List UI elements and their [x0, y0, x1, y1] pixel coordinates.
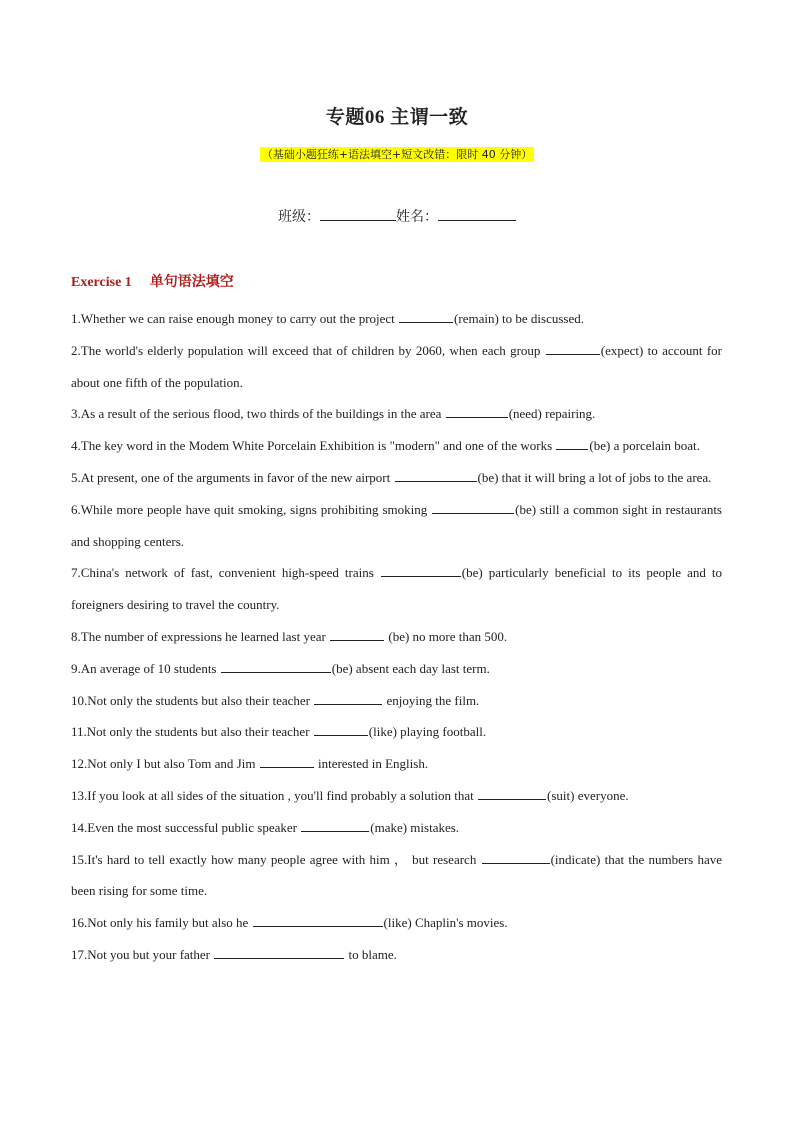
question-text: 16.Not only his family but also he [71, 915, 252, 931]
question-text: (be) still a common sight in restaurants and shopping centers. [71, 501, 722, 549]
question-text: (expect) to account for about one fifth of the population. [71, 342, 723, 390]
answer-blank [482, 851, 550, 864]
answer-blank [214, 946, 344, 959]
question-text: (need) repairing. [508, 406, 596, 422]
exercise-heading [71, 271, 234, 291]
question-text: 9.An average of 10 students [71, 660, 220, 676]
answer-blank [399, 310, 453, 323]
student-info-line [0, 206, 794, 226]
question-item [71, 939, 722, 971]
question-item [71, 748, 722, 780]
question-item [71, 335, 722, 399]
question-item [71, 430, 722, 462]
question-text: (make) mistakes. [370, 819, 460, 835]
question-text: 7.China's network of fast, convenient high-speed trains [71, 565, 380, 581]
question-list [71, 303, 722, 971]
question-item [71, 494, 722, 558]
question-text: 8.The number of expressions he learned last year [71, 628, 330, 644]
question-text: 11.Not only the students but also their teacher [71, 724, 313, 740]
question-text: 13.If you look at all sides of the situation , you'll find probably a solution that [71, 787, 478, 803]
answer-blank [432, 501, 514, 514]
question-text: (be) no more than 500. [385, 628, 508, 644]
answer-blank [314, 723, 368, 736]
question-text: (like) Chaplin's movies. [383, 915, 508, 931]
question-text: (like) playing football. [368, 724, 487, 740]
answer-blank [395, 469, 477, 482]
question-text: (remain) to be discussed. [454, 311, 585, 326]
question-item [71, 716, 722, 748]
question-item [71, 653, 722, 685]
name-blank [438, 206, 516, 221]
answer-blank [330, 628, 384, 641]
question-item [71, 780, 722, 812]
question-text: 5.At present, one of the arguments in favor of the new airport [71, 469, 394, 485]
question-text: (be) absent each day last term. [331, 660, 490, 676]
question-text: 2.The world's elderly population will exceed that of children by 2060, when each group [71, 342, 545, 358]
subtitle-container [0, 145, 794, 163]
question-text: 10.Not only the students but also their teacher [71, 692, 314, 708]
question-item [71, 398, 722, 430]
answer-blank [446, 405, 508, 418]
question-text: 3.As a result of the serious flood, two thirds of the buildings in the area [71, 406, 445, 422]
answer-blank [260, 755, 314, 768]
question-item [71, 812, 722, 844]
answer-blank [478, 787, 546, 800]
question-text: to blame. [345, 946, 397, 962]
question-text: 14.Even the most successful public speaker [71, 819, 301, 835]
question-item [71, 557, 722, 621]
question-item [71, 303, 722, 335]
answer-blank [381, 564, 461, 577]
question-item [71, 462, 722, 494]
question-item [71, 685, 722, 717]
exercise-label: Exercise 1 [71, 275, 132, 290]
question-item [71, 621, 722, 653]
answer-blank [301, 819, 369, 832]
document-title: 专题06 主谓一致 [325, 107, 469, 128]
question-text: 6.While more people have quit smoking, signs prohibiting smoking [71, 501, 432, 517]
answer-blank [253, 914, 383, 927]
question-text: enjoying the film. [383, 692, 480, 708]
question-text: (indicate) that the numbers have been rising for some time. [71, 851, 722, 899]
class-blank [320, 206, 396, 221]
question-text: 15.It's hard to tell exactly how many people agree with him ， but research [71, 851, 481, 867]
answer-blank [556, 437, 588, 450]
answer-blank [546, 342, 600, 355]
question-text: 1.Whether we can raise enough money to carry out the project [71, 311, 399, 326]
document-subtitle: （基础小题狂练+语法填空+短文改错：限时 40 分钟） [261, 148, 533, 161]
question-text: 12.Not only I but also Tom and Jim [71, 756, 259, 772]
exercise-title: 单句语法填空 [149, 274, 234, 290]
question-text: interested in English. [314, 756, 429, 772]
question-text: (suit) everyone. [547, 787, 629, 803]
question-item [71, 907, 722, 939]
question-text: (be) particularly beneficial to its people and to foreigners desiring to travel the country. [71, 565, 722, 613]
answer-blank [221, 660, 331, 673]
question-text: 4.The key word in the Modem White Porcelain Exhibition is "modern" and one of the works [71, 438, 556, 454]
answer-blank [314, 692, 382, 705]
question-item [71, 844, 722, 908]
question-text: (be) that it will bring a lot of jobs to the area. [477, 469, 712, 485]
name-label: 姓名： [396, 209, 438, 225]
question-text: (be) a porcelain boat. [589, 438, 700, 454]
question-text: 17.Not you but your father [71, 946, 214, 962]
class-label: 班级： [278, 209, 320, 225]
